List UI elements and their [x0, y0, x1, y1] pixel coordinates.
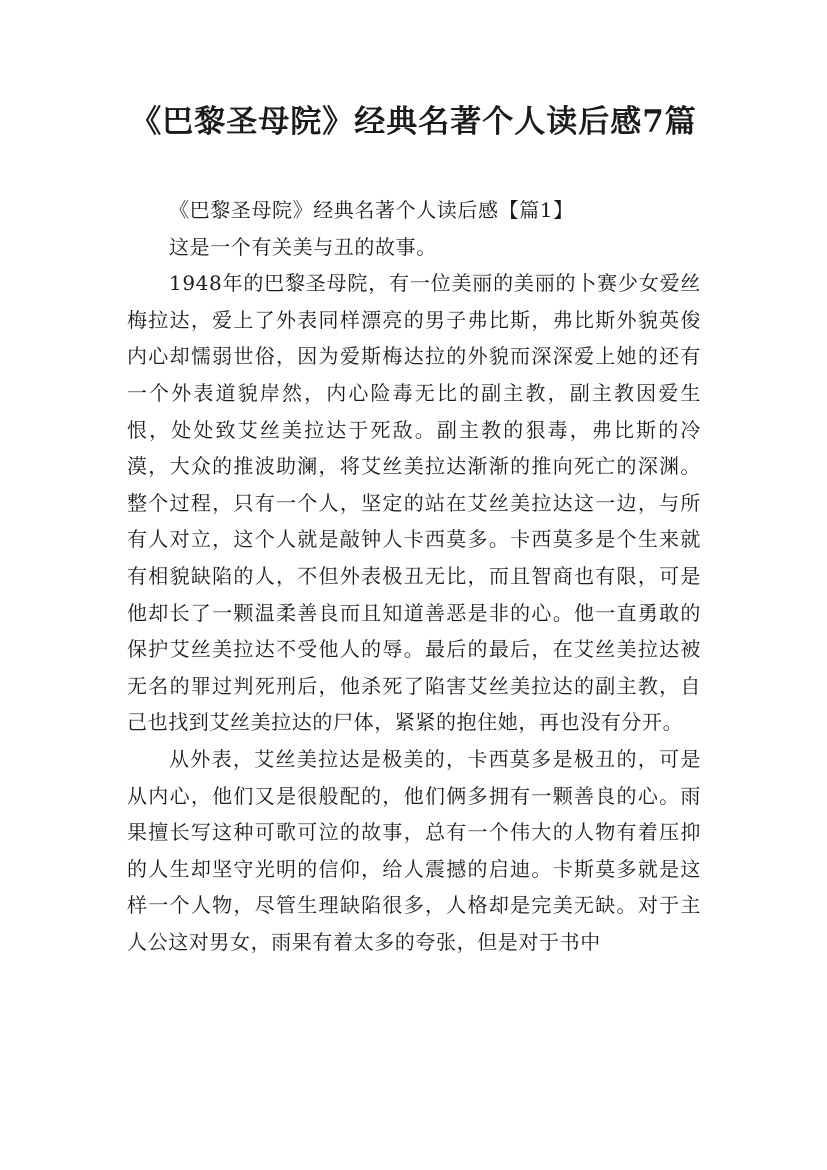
document-title: 《巴黎圣母院》经典名著个人读后感7篇: [130, 104, 697, 140]
section-heading: 《巴黎圣母院》经典名著个人读后感【篇1】: [169, 198, 574, 222]
paragraph-3: 从外表，艾丝美拉达是极美的，卡西莫多是极丑的，可是从内心，他们又是很般配的，他们俩多拥有一颗善良的心。雨果擅长写这种可歌可泣的故事，总有一个伟大的人物有着压抑的人生却坚守光明的信仰，给人震撼的启迪。卡斯莫多就是这样一个人物，尽管生理缺陷很多，人格却是完美无缺。对于主人公这对男女，雨果有着太多的夸张，但是对于书中: [127, 746, 701, 954]
document-body: [127, 192, 701, 960]
paragraph-1: 这是一个有关美与丑的故事。: [169, 234, 437, 259]
paragraph-2: 1948年的巴黎圣母院，有一位美丽的美丽的卜赛少女爱丝梅拉达，爱上了外表同样漂亮的男子弗比斯，弗比斯外貌英俊内心却懦弱世俗，因为爱斯梅达拉的外貌而深深爱上她的还有一个外表道貌岸然，内心险毒无比的副主教，副主教因爱生恨，处处致艾丝美拉达于死敌。副主教的狠毒，弗比斯的冷漠，大众的推波助澜，将艾丝美拉达渐渐的推向死亡的深渊。整个过程，只有一个人，坚定的站在艾丝美拉达这一边，与所有人对立，这个人就是敲钟人卡西莫多。卡西莫多是个生来就有相貌缺陷的人，不但外表极丑无比，而且智商也有限，可是他却长了一颗温柔善良而且知道善恶是非的心。他一直勇敢的保护艾丝美拉达不受他人的辱。最后的最后，在艾丝美拉达被无名的罪过判死刑后，他杀死了陷害艾丝美拉达的副主教，自己也找到艾丝美拉达的尸体，紧紧的抱住她，再也没有分开。: [127, 271, 701, 735]
